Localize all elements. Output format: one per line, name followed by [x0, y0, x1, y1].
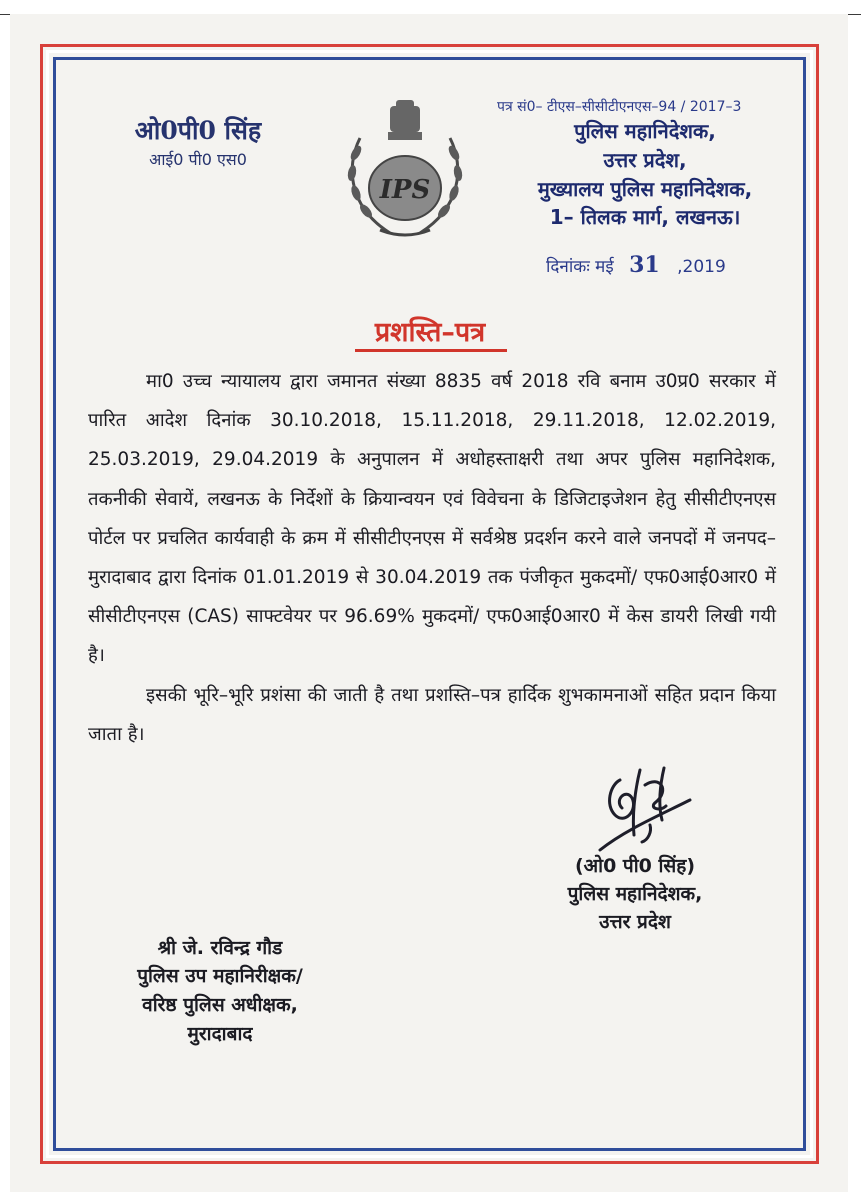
- address-line-1: पुलिस महानिदेशक,: [574, 119, 716, 143]
- recipient-name: श्री जे. रविन्द्र गौड: [157, 937, 283, 959]
- letter-date: [546, 252, 726, 278]
- date-day: 31: [629, 252, 660, 278]
- signatory-designation: पुलिस महानिदेशक,: [567, 883, 703, 905]
- letter-number: पत्र सं0– टीएस–सीसीटीएनएस–94 / 2017–3: [497, 99, 742, 115]
- officer-service: आई0 पी0 एस0: [149, 150, 247, 169]
- officer-name-heading: ओ0पी0 सिंह: [134, 116, 262, 145]
- address-line-3: मुख्यालय पुलिस महानिदेशक,: [537, 177, 753, 201]
- screen-top-strip: [0, 0, 861, 15]
- title-underline: [355, 349, 507, 352]
- recipient-designation-1: पुलिस उप महानिरीक्षक/: [137, 965, 303, 987]
- signatory-state: उत्तर प्रदेश: [599, 911, 671, 933]
- body-paragraph-1: मा0 उच्च न्यायालय द्वारा जमानत संख्या 8835 वर्ष 2018 रवि बनाम उ0प्र0 सरकार में पारित आदेश दिनांक 30.10.2018, 15.11.2018, 29.11.2018, 12.02.2019, 25.03.2019, 29.04.2019 के अनुपालन में अधोहस्ताक्षरी तथा अपर पुलिस महानिदेशक, तकनीकी सेवायें, लखनऊ के निर्देशों के क्रियान्वयन एवं विवेचना के डिजिटाइजेशन हेतु सीसीटीएनएस पोर्टल पर प्रचलित कार्यवाही के क्रम में सीसीटीएनएस में सर्वश्रेष्ठ प्रदर्शन करने वाले जनपदों में जनपद–मुरादाबाद द्वारा दिनांक 01.01.2019 से 30.04.2019 तक पंजीकृत मुकदमों/ एफ0आई0आर0 में सीसीटीएनएस (CAS) साफ्टवेयर पर 96.69% मुकदमों/ एफ0आई0आर0 में केस डायरी लिखी गयी है।: [88, 371, 776, 667]
- certificate-body: [88, 362, 776, 754]
- date-year: ,2019: [677, 257, 726, 277]
- recipient-district: मुरादाबाद: [187, 1023, 253, 1045]
- ips-emblem-icon: [340, 98, 470, 243]
- address-line-4: 1– तिलक मार्ग, लखनऊ।: [549, 205, 741, 229]
- address-line-2: उत्तर प्रदेश,: [603, 148, 687, 172]
- emblem-lettering: IPS: [379, 175, 431, 205]
- date-prefix: दिनांकः मई: [546, 257, 614, 277]
- certificate-title: प्रशस्ति–पत्र: [374, 317, 486, 348]
- handwritten-signature: [590, 760, 700, 855]
- body-paragraph-2: इसकी भूरि–भूरि प्रशंसा की जाती है तथा प्रशस्ति–पत्र हार्दिक शुभकामनाओं सहित प्रदान किया जाता है।: [88, 684, 776, 745]
- recipient-designation-2: वरिष्ठ पुलिस अधीक्षक,: [142, 994, 298, 1016]
- signatory-name: (ओ0 पी0 सिंह): [574, 855, 696, 877]
